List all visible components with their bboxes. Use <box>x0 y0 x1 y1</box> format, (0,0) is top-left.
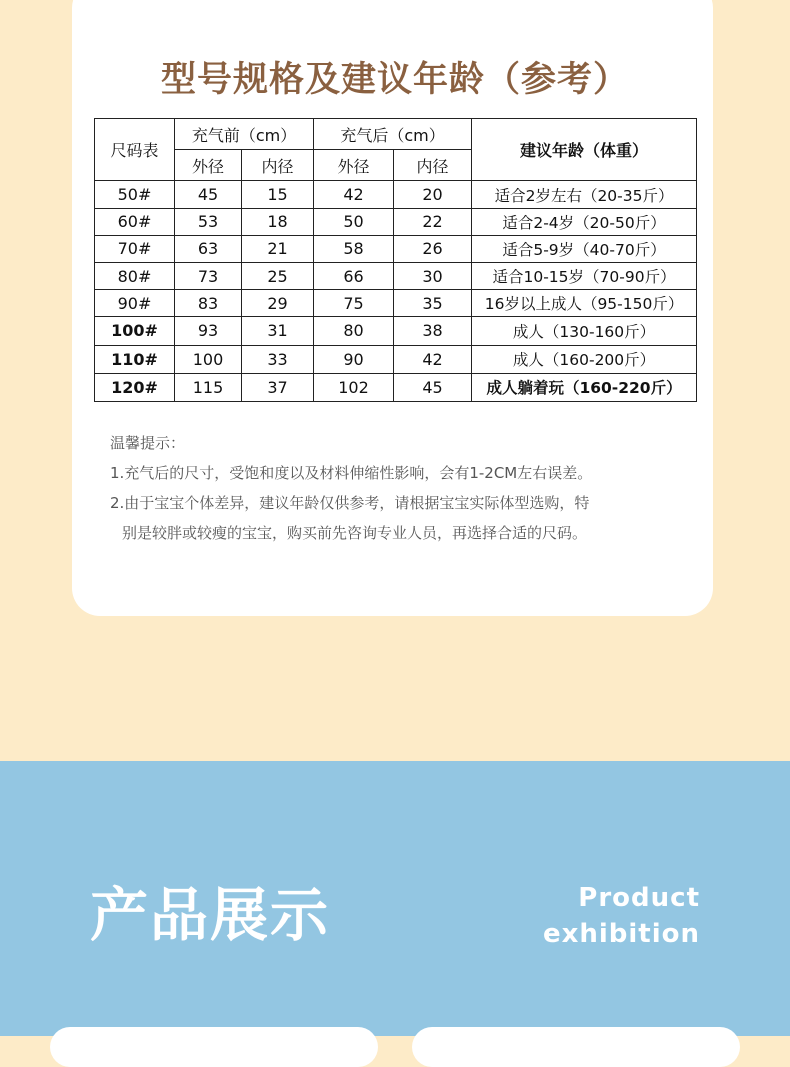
cell-after-inner: 20 <box>394 181 472 208</box>
cell-age: 适合2-4岁（20-50斤） <box>472 208 697 235</box>
cell-size: 100# <box>95 317 175 345</box>
tips-heading: 温馨提示： <box>110 434 186 452</box>
cell-before-inner: 15 <box>242 181 314 208</box>
header-age: 建议年龄（体重） <box>472 119 697 181</box>
cell-after-outer: 90 <box>314 345 394 373</box>
cell-before-outer: 73 <box>175 263 242 290</box>
cell-age: 成人（130-160斤） <box>472 317 697 345</box>
header-after-inner: 内径 <box>394 150 472 181</box>
cell-size: 70# <box>95 235 175 262</box>
cell-before-outer: 63 <box>175 235 242 262</box>
cell-before-outer: 53 <box>175 208 242 235</box>
product-card-left <box>50 1027 378 1067</box>
cell-before-outer: 45 <box>175 181 242 208</box>
cell-after-inner: 35 <box>394 290 472 317</box>
header-before: 充气前（cm） <box>175 119 314 150</box>
section-title: 产品展示 <box>90 881 331 949</box>
cell-after-outer: 102 <box>314 373 394 401</box>
table-row <box>95 181 697 208</box>
cell-after-outer: 80 <box>314 317 394 345</box>
cell-size: 80# <box>95 263 175 290</box>
cell-before-outer: 93 <box>175 317 242 345</box>
size-table <box>94 118 697 402</box>
table-header-row <box>95 119 697 150</box>
cell-size: 90# <box>95 290 175 317</box>
tips-block <box>110 428 700 548</box>
header-size: 尺码表 <box>95 119 175 181</box>
cell-size: 110# <box>95 345 175 373</box>
product-card-right <box>412 1027 740 1067</box>
cell-after-outer: 42 <box>314 181 394 208</box>
table-row <box>95 317 697 345</box>
cell-size: 120# <box>95 373 175 401</box>
cell-before-inner: 21 <box>242 235 314 262</box>
section-english-title <box>543 880 700 952</box>
cell-age: 适合5-9岁（40-70斤） <box>472 235 697 262</box>
table-row <box>95 373 697 401</box>
spec-title: 型号规格及建议年龄（参考） <box>160 60 629 100</box>
cell-age: 适合10-15岁（70-90斤） <box>472 263 697 290</box>
cell-age: 16岁以上成人（95-150斤） <box>472 290 697 317</box>
table-row <box>95 235 697 262</box>
tip-line-1: 1.充气后的尺寸，受饱和度以及材料伸缩性影响，会有1-2CM左右误差。 <box>110 464 593 482</box>
table-row <box>95 263 697 290</box>
cell-after-inner: 38 <box>394 317 472 345</box>
tip-line-3: 别是较胖或较瘦的宝宝，购买前先咨询专业人员，再选择合适的尺码。 <box>122 524 588 542</box>
cell-after-inner: 26 <box>394 235 472 262</box>
cell-after-inner: 30 <box>394 263 472 290</box>
cell-before-outer: 115 <box>175 373 242 401</box>
cell-age: 成人（160-200斤） <box>472 345 697 373</box>
cell-size: 60# <box>95 208 175 235</box>
header-before-inner: 内径 <box>242 150 314 181</box>
cell-before-outer: 100 <box>175 345 242 373</box>
cell-before-inner: 37 <box>242 373 314 401</box>
cell-before-inner: 33 <box>242 345 314 373</box>
section-en-line-2: exhibition <box>542 919 700 949</box>
cell-after-outer: 75 <box>314 290 394 317</box>
cell-after-outer: 66 <box>314 263 394 290</box>
cell-after-inner: 22 <box>394 208 472 235</box>
cell-before-inner: 18 <box>242 208 314 235</box>
header-after: 充气后（cm） <box>314 119 472 150</box>
cell-before-inner: 25 <box>242 263 314 290</box>
header-after-outer: 外径 <box>314 150 394 181</box>
table-row <box>95 208 697 235</box>
section-en-line-1: Product <box>578 883 700 913</box>
cell-age: 适合2岁左右（20-35斤） <box>472 181 697 208</box>
cell-before-inner: 29 <box>242 290 314 317</box>
cell-after-outer: 58 <box>314 235 394 262</box>
table-row <box>95 345 697 373</box>
tip-line-2: 2.由于宝宝个体差异，建议年龄仅供参考，请根据宝宝实际体型选购，特 <box>110 494 590 512</box>
cell-size: 50# <box>95 181 175 208</box>
cell-before-outer: 83 <box>175 290 242 317</box>
cell-before-inner: 31 <box>242 317 314 345</box>
cell-age: 成人躺着玩（160-220斤） <box>472 373 697 401</box>
table-row <box>95 290 697 317</box>
cell-after-inner: 42 <box>394 345 472 373</box>
cell-after-outer: 50 <box>314 208 394 235</box>
header-before-outer: 外径 <box>175 150 242 181</box>
cell-after-inner: 45 <box>394 373 472 401</box>
